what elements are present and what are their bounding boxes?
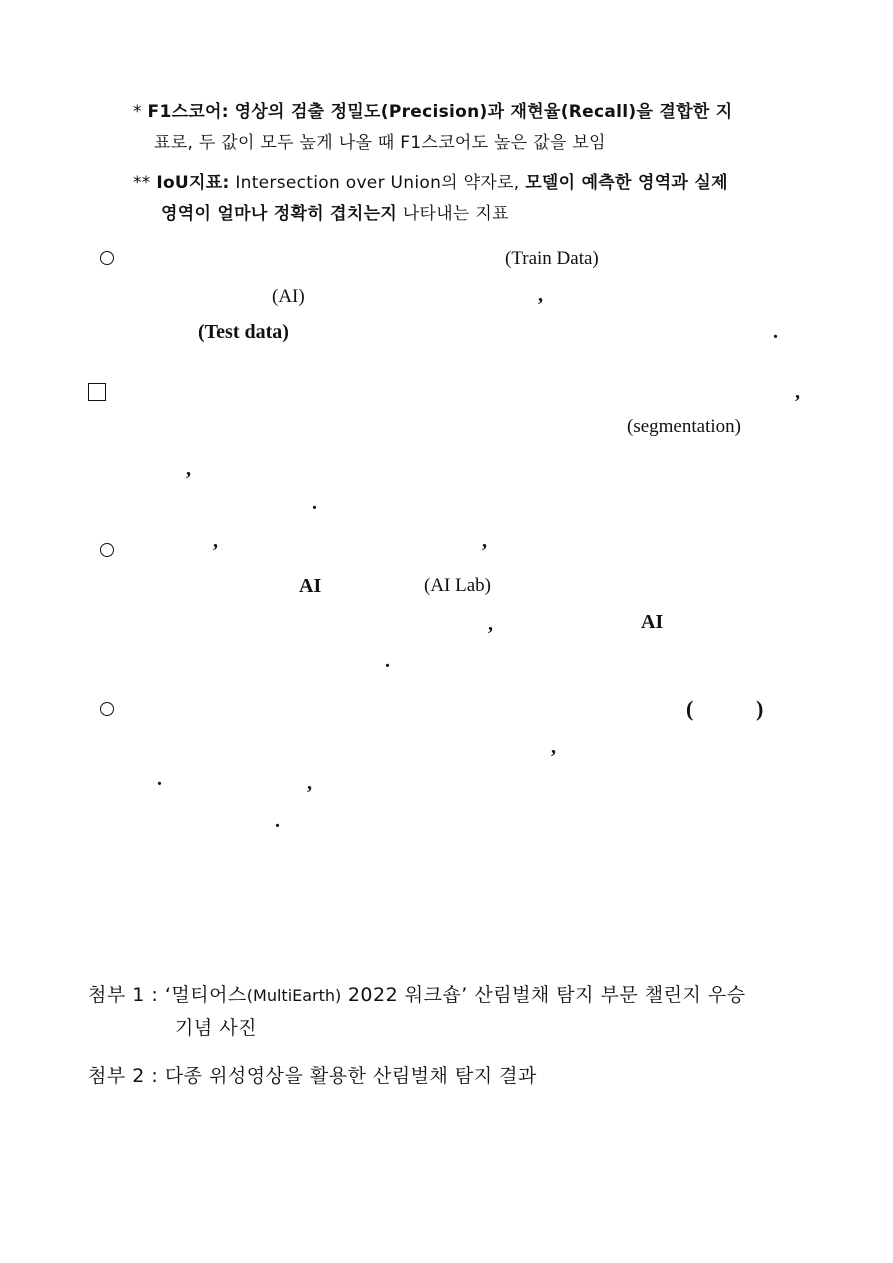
period: . (385, 650, 390, 672)
footnote-f1-line2: 표로, 두 값이 모두 높게 나올 때 F1스코어도 높은 값을 보임 (154, 133, 606, 153)
ai-label: AI (299, 575, 322, 597)
bullet-circle (100, 251, 114, 265)
comma: , (488, 613, 493, 635)
period: . (157, 768, 162, 790)
paren-close: ) (756, 696, 764, 721)
footnote-text-bold: 모델이 예측한 영역과 실제 (525, 173, 728, 193)
comma: , (186, 458, 191, 480)
comma: , (795, 381, 800, 403)
test-data-label: (Test data) (198, 321, 289, 343)
segmentation-label: (segmentation) (627, 416, 741, 437)
attachment-1-line2: 기념 사진 (175, 1017, 257, 1039)
footnote-mark: ** (133, 173, 151, 193)
attachment-1-rest: 2022 워크숍’ 산림벌채 탐지 부문 챌린지 우승 (341, 984, 746, 1006)
comma: , (538, 284, 543, 306)
period: . (312, 492, 317, 514)
attachment-1 (88, 980, 746, 1007)
footnote-term: F1스코어: (147, 102, 229, 122)
footnote-f1 (133, 97, 733, 122)
train-data-label: (Train Data) (505, 248, 599, 269)
footnote-text: 영상의 검출 정밀도(Precision)과 재현율(Recall)을 결합한 지 (234, 102, 733, 122)
footnote-text: 나타내는 지표 (402, 204, 509, 224)
attachment-1-prefix: 첨부 1 : ‘멀티어스 (88, 984, 247, 1006)
footnote-text: Intersection over Union의 약자로, (235, 173, 520, 193)
bullet-circle (100, 543, 114, 557)
paren-open: ( (686, 696, 694, 721)
footnote-mark: * (133, 102, 142, 122)
ai-label: (AI) (272, 286, 305, 307)
footnote-term: IoU지표: (156, 173, 230, 193)
ai-lab-label: (AI Lab) (424, 575, 491, 596)
period: . (275, 810, 280, 832)
comma: , (482, 530, 487, 552)
footnote-iou (133, 168, 728, 193)
footnote-text-bold: 영역이 얼마나 정확히 겹치는지 (161, 204, 398, 224)
comma: , (307, 772, 312, 794)
bullet-circle (100, 702, 114, 716)
comma: , (551, 736, 556, 758)
bullet-square (88, 383, 106, 401)
footnote-iou-line2 (161, 199, 509, 224)
period: . (773, 321, 778, 343)
ai-label: AI (641, 611, 664, 633)
attachment-2: 첨부 2 : 다종 위성영상을 활용한 산림벌채 탐지 결과 (88, 1065, 537, 1087)
attachment-1-small: (MultiEarth) (246, 986, 342, 1005)
comma: , (213, 530, 218, 552)
